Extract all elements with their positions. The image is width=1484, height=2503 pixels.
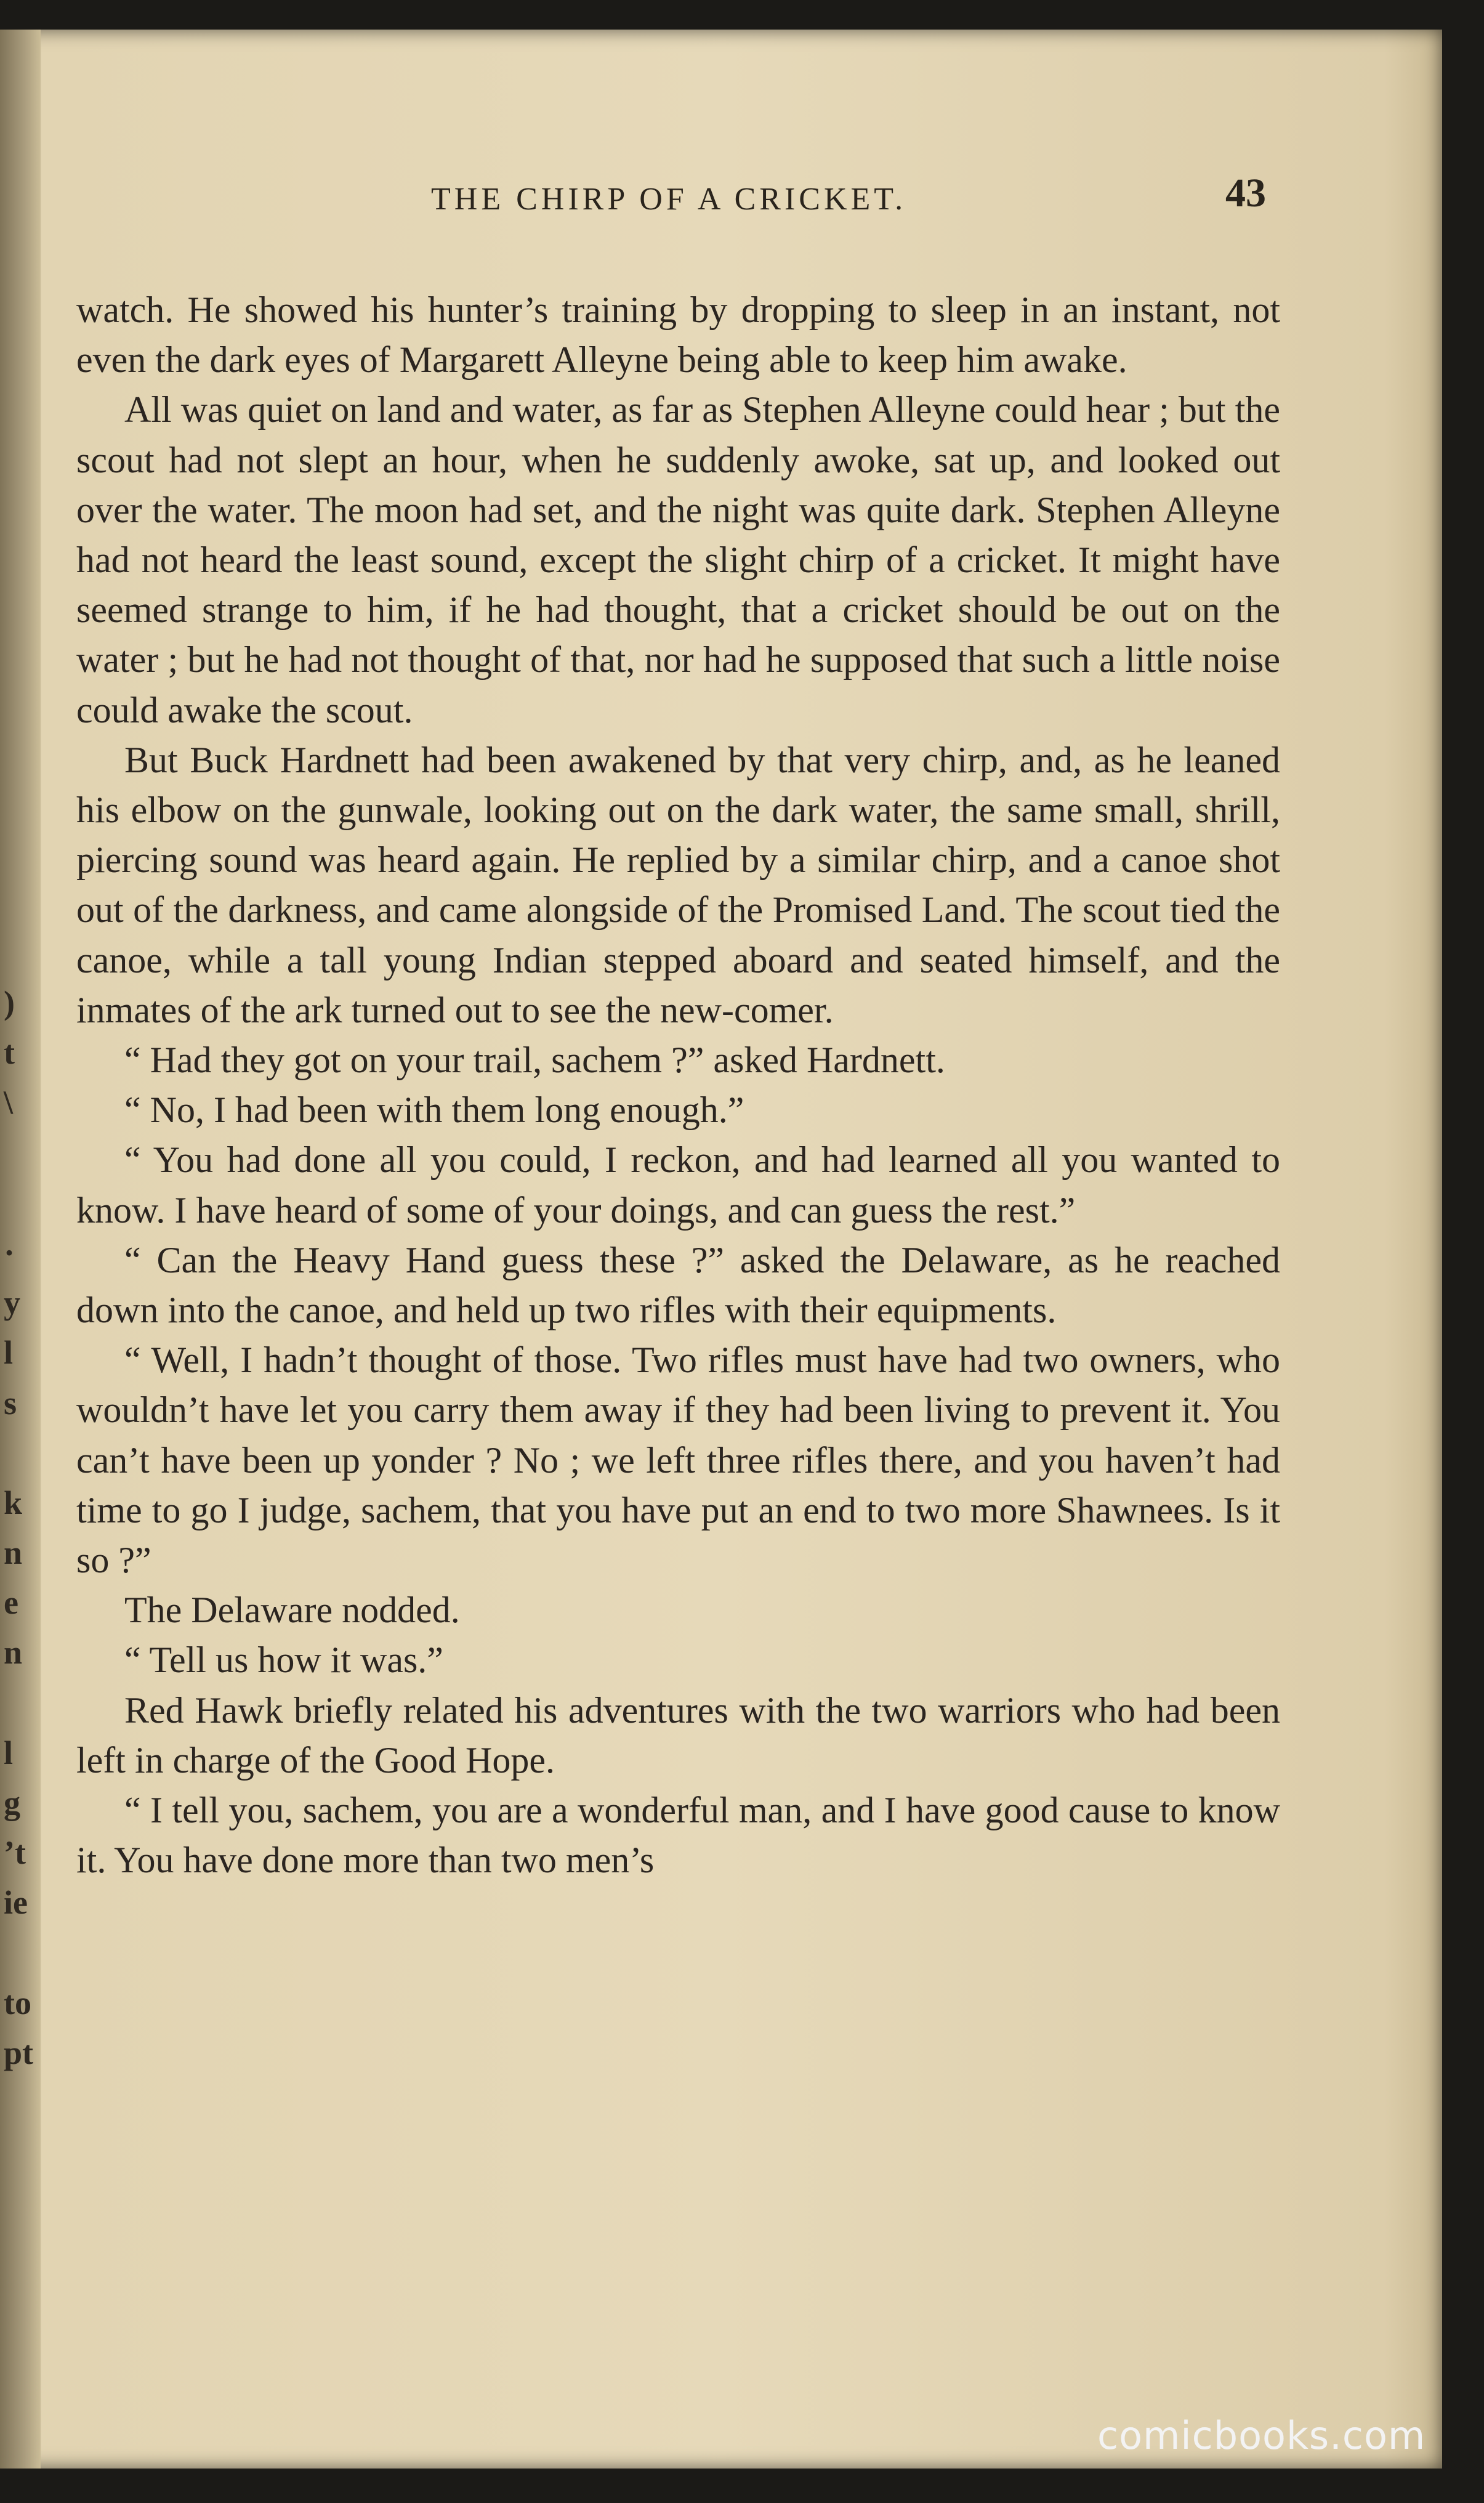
paragraph: Red Hawk briefly related his adventures with the two warriors who had been left in charge of the Good Hope. [76, 1689, 1280, 1781]
margin-fragment [4, 1428, 28, 1478]
dialogue-paragraph: “ You had done all you could, I reckon, and had learned all you wanted to know. I have heard of some of your doings, and can guess the rest.” [76, 1139, 1280, 1231]
dialogue-paragraph: “ No, I had been with them long enough.” [124, 1090, 744, 1131]
margin-fragment: k [4, 1484, 23, 1521]
margin-fragment: g [4, 1784, 20, 1821]
margin-fragment: · [4, 1234, 15, 1271]
margin-fragment: l [4, 1734, 14, 1771]
margin-fragment: n [4, 1634, 23, 1672]
margin-fragment: s [4, 1384, 17, 1421]
paragraph: The Delaware nodded. [124, 1590, 460, 1631]
margin-fragment [4, 1178, 28, 1228]
facing-page-margin-fragments [4, 978, 34, 2078]
margin-fragment: to [4, 1984, 31, 2021]
margin-fragment: ) [4, 984, 15, 1021]
margin-fragment: \ [4, 1084, 14, 1122]
body-text [76, 285, 1280, 1886]
dialogue-paragraph: “ Tell us how it was.” [124, 1640, 443, 1681]
paragraph: All was quiet on land and water, as far as Stephen Alleyne could hear ; but the scout had not slept an hour, when he suddenly awoke, sat up, and looked out over the water. The moon had set, and the night was quite dark. Stephen Alleyne had not heard the least sound, except the slight chirp of a cricket. It might have seemed strange to him, if he had thought, that a cricket should be out on the water ; but he had not thought of that, nor had he supposed that such a little noise could awake the scout. [76, 389, 1280, 730]
margin-fragment: ie [4, 1884, 28, 1922]
paragraph: watch. He showed his hunter’s training by dropping to sleep in an instant, not even the dark eyes of Margarett Alleyne being able to keep him awake. [76, 289, 1280, 381]
watermark: comicbooks.com [1097, 2413, 1426, 2458]
page-number: 43 [1225, 171, 1266, 216]
dialogue-paragraph: “ Well, I hadn’t thought of those. Two rifles must have had two owners, who wouldn’t have let you carry them away if they had been living to prevent it. You can’t have been up yonder ? No ; we left three rifles there, and you haven’t had time to go I judge, sachem, that you have put an end to two more Shawnees. Is it so ?” [76, 1340, 1280, 1581]
margin-fragment [4, 1678, 28, 1728]
margin-fragment [4, 1128, 28, 1178]
dialogue-paragraph: “ Had they got on your trail, sachem ?” asked Hardnett. [124, 1040, 945, 1081]
paragraph: But Buck Hardnett had been awakened by that very chirp, and, as he leaned his elbow on the gunwale, looking out on the dark water, the same small, shrill, piercing sound was heard again. He replied by a similar chirp, and a canoe shot out of the darkness, and came alongside of the Promised Land. The scout tied the canoe, while a tall young Indian stepped aboard and seated himself, and the inmates of the ark turned out to see the new-comer. [76, 739, 1280, 1030]
margin-fragment: t [4, 1034, 15, 1072]
margin-fragment [4, 1928, 28, 1978]
book-page [0, 30, 1442, 2469]
margin-fragment: e [4, 1584, 18, 1622]
margin-fragment: pt [4, 2034, 34, 2071]
margin-fragment: ’t [4, 1834, 26, 1872]
margin-fragment: n [4, 1534, 23, 1572]
running-header: THE CHIRP OF A CRICKET. [431, 182, 907, 217]
margin-fragment: y [4, 1284, 20, 1322]
dialogue-paragraph: “ I tell you, sachem, you are a wonderful man, and I have good cause to know it. You have done more than two men’s [76, 1790, 1280, 1881]
dialogue-paragraph: “ Can the Heavy Hand guess these ?” asked the Delaware, as he reached down into the canoe, and held up two rifles with their equipments. [76, 1239, 1280, 1331]
margin-fragment: l [4, 1334, 14, 1372]
